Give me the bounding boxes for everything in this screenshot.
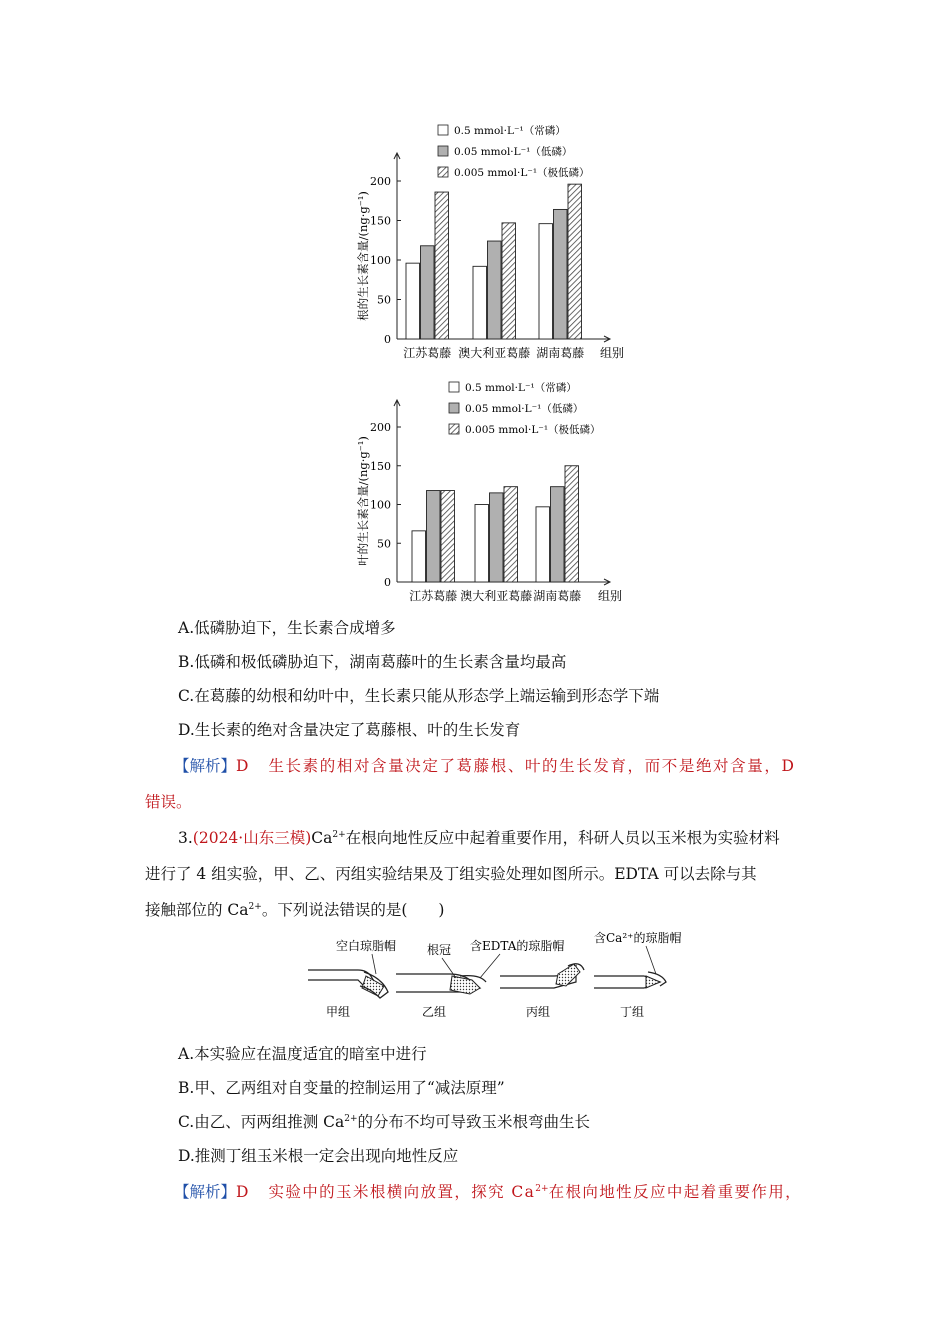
bar-1-2 — [502, 223, 516, 339]
legend-swatch-2 — [449, 424, 459, 434]
group-label-jia: 甲组 — [326, 1005, 351, 1019]
q3-stem3-text: 接触部位的 Ca — [145, 901, 249, 919]
label-blank-agar: 空白琼脂帽 — [336, 939, 397, 953]
y-tick-label: 100 — [370, 254, 391, 267]
legend-label-0: 0.5 mmol·L⁻¹（常磷） — [454, 125, 566, 137]
y-axis-label: 叶的生长素含量/(ng·g⁻¹) — [356, 436, 370, 566]
legend-swatch-2 — [438, 167, 448, 177]
legend-label-2: 0.005 mmol·L⁻¹（极低磷） — [454, 167, 590, 179]
legend-label-1: 0.05 mmol·L⁻¹（低磷） — [465, 403, 584, 415]
q3-stem-line1 — [178, 828, 780, 848]
x-tick-label: 澳大利亚葛藤 — [460, 589, 533, 603]
q3-option-a: A.本实验应在温度适宜的暗室中进行 — [178, 1045, 427, 1063]
legend-label-1: 0.05 mmol·L⁻¹（低磷） — [454, 146, 573, 158]
q3-ca: Ca — [311, 829, 333, 847]
bar-2-0 — [539, 224, 553, 339]
q3-stem3-rest: 。下列说法错误的是( ) — [261, 901, 445, 919]
y-tick-label: 50 — [377, 293, 391, 307]
q3-ca-sup: 2+ — [332, 830, 346, 840]
q3-analysis — [174, 1182, 802, 1202]
bar-2-0 — [536, 507, 550, 582]
x-tick-label: 江苏葛藤 — [403, 346, 452, 360]
analysis-text: 生长素的相对含量决定了葛藤根、叶的生长发育，而不是绝对含量，D — [268, 757, 796, 775]
label-edta-agar: 含EDTA的琼脂帽 — [470, 939, 565, 953]
bar-2-1 — [551, 487, 565, 582]
analysis-text-b: 在根向地性反应中起着重要作用， — [548, 1183, 803, 1201]
bar-0-0 — [406, 263, 420, 339]
bar-0-1 — [427, 491, 441, 582]
y-tick-label: 50 — [377, 537, 391, 551]
analysis-answer: D — [236, 757, 249, 775]
q3-option-b: B.甲、乙两组对自变量的控制运用了“减法原理” — [178, 1079, 505, 1097]
root-auxin-chart — [345, 115, 645, 369]
bar-0-2 — [435, 192, 449, 339]
q3-stem-line2: 进行了 4 组实验，甲、乙、丙组实验结果及丁组实验处理如图所示。EDTA 可以去除与其 — [145, 865, 757, 883]
corn-root-figure — [300, 928, 690, 1032]
bar-2-2 — [565, 466, 579, 582]
y-tick-label: 200 — [370, 421, 391, 434]
x-tick-label: 江苏葛藤 — [409, 589, 458, 603]
y-tick-label: 150 — [370, 459, 391, 473]
y-tick-label: 0 — [384, 333, 391, 346]
analysis-sup: 2+ — [535, 1184, 549, 1194]
y-tick-label: 200 — [370, 175, 391, 188]
q3-option-c-a: C.由乙、丙两组推测 Ca — [178, 1113, 345, 1131]
q3-option-c-sup: 2+ — [344, 1114, 358, 1124]
bar-2-1 — [554, 209, 568, 339]
q3-number: 3. — [178, 829, 193, 847]
label-root-cap: 根冠 — [427, 943, 452, 957]
bar-2-2 — [568, 184, 582, 339]
q3-stem3-sup: 2+ — [248, 902, 262, 912]
q3-stem-line3 — [145, 900, 444, 920]
legend-swatch-0 — [438, 125, 448, 135]
legend-swatch-1 — [438, 146, 448, 156]
q3-option-c-b: 的分布不均可导致玉米根弯曲生长 — [357, 1113, 591, 1131]
legend-swatch-1 — [449, 403, 459, 413]
legend-label-0: 0.5 mmol·L⁻¹（常磷） — [465, 382, 577, 394]
q3-option-d: D.推测丁组玉米根一定会出现向地性反应 — [178, 1147, 459, 1165]
q2-option-b: B.低磷和极低磷胁迫下，湖南葛藤叶的生长素含量均最高 — [178, 653, 567, 671]
bar-1-1 — [488, 241, 502, 339]
root-group-jia — [308, 954, 388, 998]
q3-source: (2024·山东三模) — [192, 829, 312, 847]
x-axis-label: 组别 — [600, 346, 625, 360]
analysis-text-a: 实验中的玉米根横向放置，探究 Ca — [268, 1183, 536, 1201]
bar-0-0 — [412, 531, 426, 582]
q2-analysis-cont: 错误。 — [145, 793, 192, 811]
y-axis-label: 根的生长素含量/(ng·g⁻¹) — [356, 191, 370, 321]
group-label-bing: 丙组 — [526, 1005, 551, 1019]
q3-stem1-text: 在根向地性反应中起着重要作用，科研人员以玉米根为实验材料 — [345, 829, 780, 847]
x-tick-label: 湖南葛藤 — [533, 589, 582, 603]
leaf-auxin-chart-svg — [345, 375, 645, 610]
bar-1-0 — [475, 505, 489, 583]
bar-1-2 — [504, 487, 518, 582]
analysis-answer: D — [236, 1183, 249, 1201]
root-auxin-chart-svg — [345, 115, 645, 365]
group-label-ding: 丁组 — [620, 1005, 645, 1019]
label-ca-agar: 含Ca²⁺的琼脂帽 — [594, 931, 682, 945]
corn-root-figure-svg — [300, 928, 690, 1028]
group-label-yi: 乙组 — [422, 1005, 447, 1019]
analysis-tag: 【解析】 — [174, 757, 237, 775]
q2-option-c: C.在葛藤的幼根和幼叶中，生长素只能从形态学上端运输到形态学下端 — [178, 687, 660, 705]
x-tick-label: 澳大利亚葛藤 — [458, 346, 531, 360]
root-group-ding — [594, 946, 666, 988]
y-tick-label: 0 — [384, 576, 391, 589]
analysis-tag: 【解析】 — [174, 1183, 237, 1201]
bar-1-0 — [473, 266, 487, 339]
root-group-yi — [396, 954, 500, 994]
x-tick-label: 湖南葛藤 — [536, 346, 585, 360]
bar-1-1 — [490, 493, 504, 582]
x-axis-label: 组别 — [598, 589, 623, 603]
bar-0-2 — [441, 491, 455, 582]
q3-option-c — [178, 1112, 590, 1132]
leaf-auxin-chart — [345, 375, 645, 614]
root-group-bing — [500, 964, 584, 988]
q2-option-d: D.生长素的绝对含量决定了葛藤根、叶的生长发育 — [178, 721, 521, 739]
y-tick-label: 150 — [370, 214, 391, 228]
y-tick-label: 100 — [370, 498, 391, 512]
q2-option-a: A.低磷胁迫下，生长素合成增多 — [178, 619, 396, 637]
q2-analysis — [174, 756, 795, 776]
legend-label-2: 0.005 mmol·L⁻¹（极低磷） — [465, 424, 601, 436]
bar-0-1 — [421, 246, 435, 339]
legend-swatch-0 — [449, 382, 459, 392]
